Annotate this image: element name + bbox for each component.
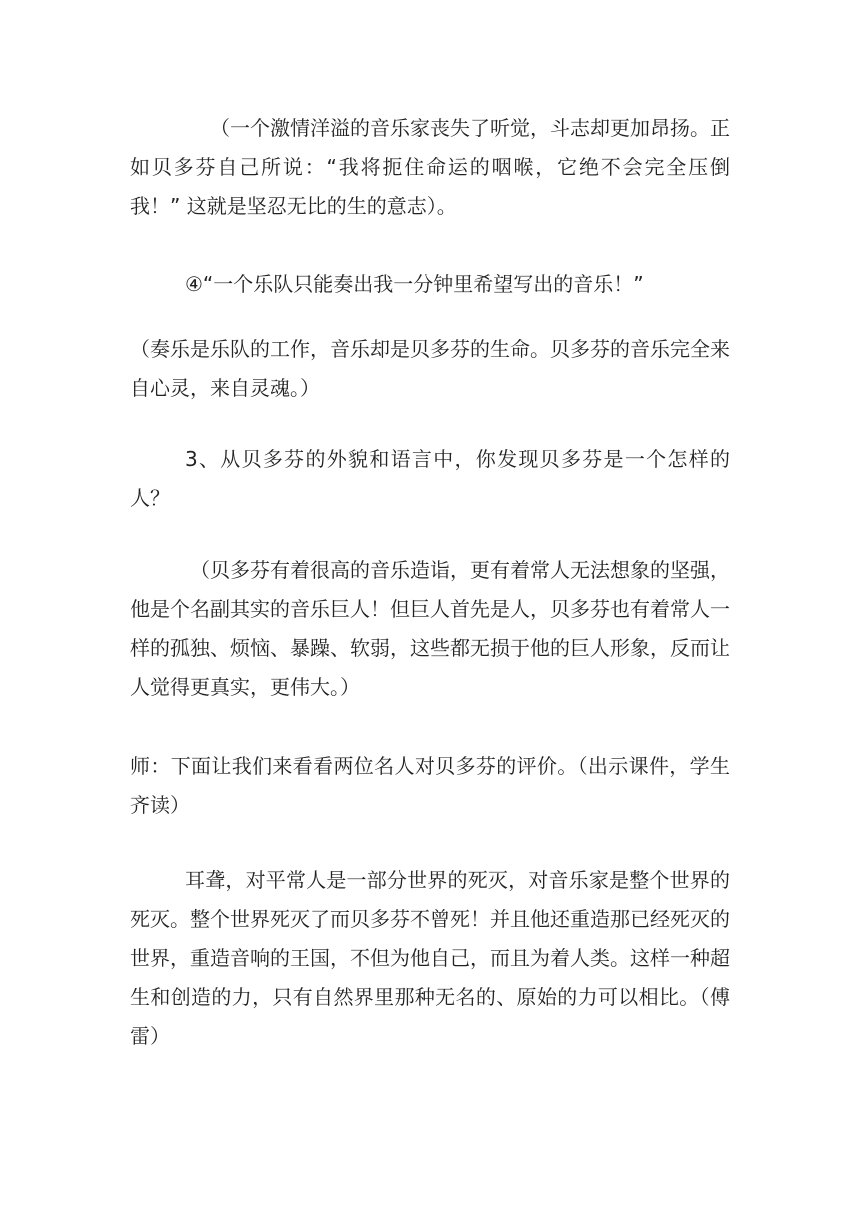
paragraph-question-3: 3、从贝多芬的外貌和语言中，你发现贝多芬是一个怎样的人？ <box>130 447 730 510</box>
paragraph-resolve-note: （一个激情洋溢的音乐家丧失了听觉，斗志却更加昂扬。正如贝多芬自己所说：“我将扼住命运的咽喉，它绝不会完全压倒我！” 这就是坚忍无比的生的意志）。 <box>130 116 730 218</box>
paragraph-music-life-note: （奏乐是乐队的工作，音乐却是贝多芬的生命。贝多芬的音乐完全来自心灵，来自灵魂。） <box>130 337 730 400</box>
paragraph-teacher-line: 师：下面让我们来看看两位名人对贝多芬的评价。（出示课件，学生齐读） <box>130 754 730 817</box>
paragraph-quote-orchestra: ④“一个乐队只能奏出我一分钟里希望写出的音乐！” <box>185 272 644 296</box>
paragraph-fu-lei-quote: 耳聋，对平常人是一部分世界的死灭，对音乐家是整个世界的死灭。整个世界死灭了而贝多芬不曾死！并且他还重造那已经死灭的世界，重造音响的王国，不但为他自己，而且为着人类。这样一种超生和创造的力，只有自然界里那种无名的、原始的力可以相比。（傅雷） <box>130 868 730 1048</box>
paragraph-answer-3: （贝多芬有着很高的音乐造诣，更有着常人无法想象的坚强，他是个名副其实的音乐巨人！但巨人首先是人，贝多芬也有着常人一样的孤独、烦恼、暴躁、软弱，这些都无损于他的巨人形象，反而让人觉得更真实，更伟大。） <box>130 558 730 699</box>
